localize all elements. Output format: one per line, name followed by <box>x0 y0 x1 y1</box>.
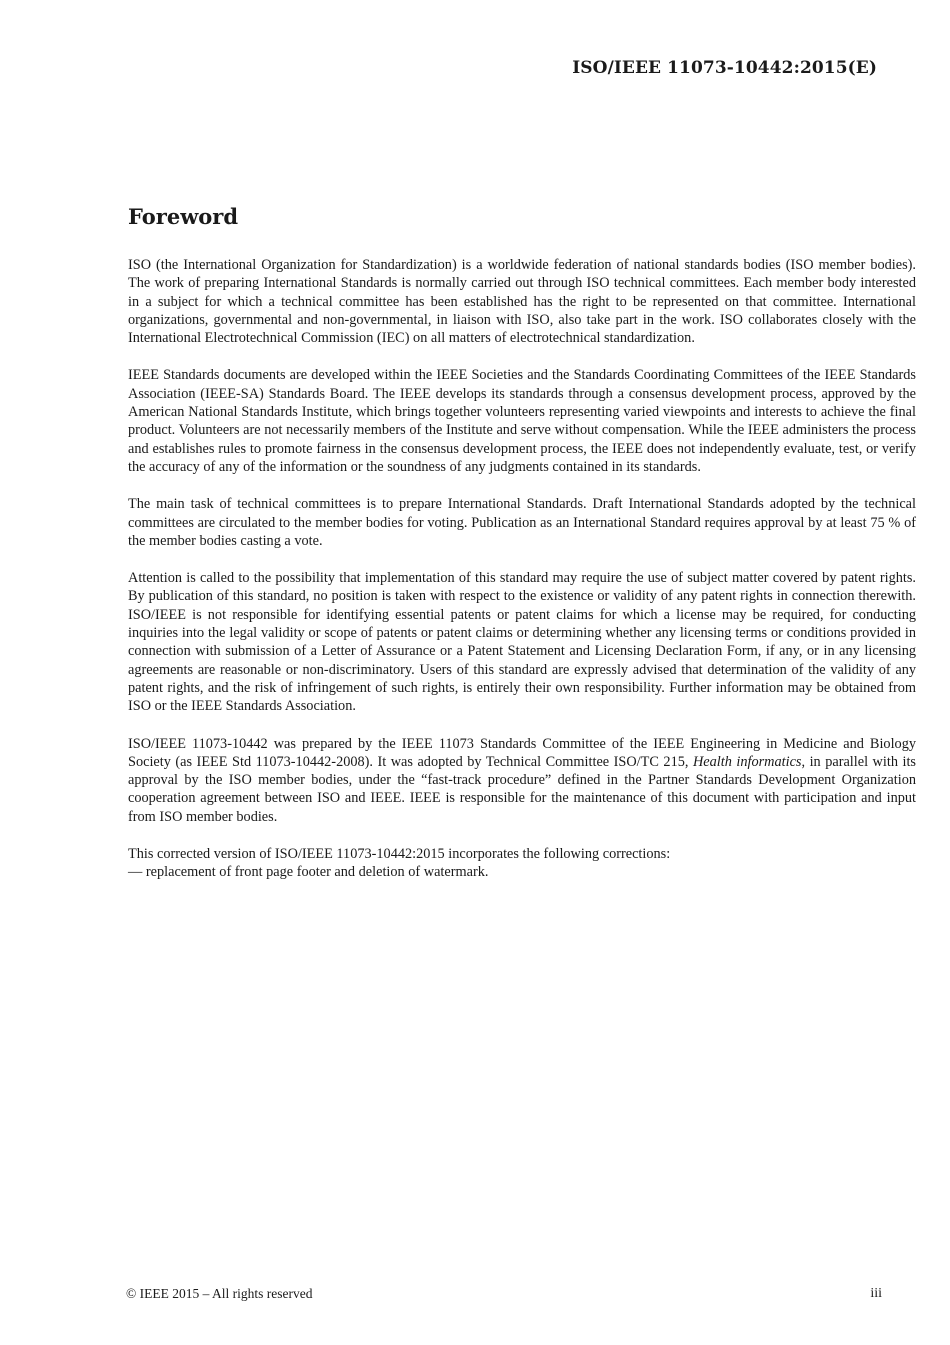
correction-item: — replacement of front page footer and deletion of watermark. <box>128 864 489 881</box>
document-id: ISO/IEEE 11073-10442:2015(E) <box>572 58 877 78</box>
paragraph-ieee-intro: IEEE Standards documents are developed within the IEEE Societies and the Standards Coordinating Committees of the IEEE Standards Association (IEEE-SA) Standards Board. The IEEE develops its standards through a consensus development process, approved by the American National Standards Institute, which brings together volunteers representing varied viewpoints and interests to achieve the final product. Volunteers are not necessarily members of the Institute and serve without compensation. While the IEEE administers the process and establishes rules to promote fairness in the consensus development process, the IEEE does not independently evaluate, test, or verify the accuracy of any of the information or the soundness of any judgments contained in its standards. <box>128 367 916 475</box>
paragraph-patent-notice: Attention is called to the possibility that implementation of this standard may require the use of subject matter covered by patent rights. By publication of this standard, no position is taken with respect to the existence or validity of any patent rights in connection therewith. ISO/IEEE is not responsible for identifying essential patents or patent claims for which a license may be required, for conducting inquiries into the legal validity or scope of patents or patent claims or determining whether any licensing terms or conditions provided in connection with submission of a Letter of Assurance or a Patent Statement and Licensing Declaration Form, if any, or in any licensing agreements are reasonable or non-discriminatory. Users of this standard are expressly advised that determination of the validity of any patent rights, and the risk of infringement of such rights, is entirely their own responsibility. Further information may be obtained from ISO or the IEEE Standards Association. <box>128 570 916 715</box>
copyright-notice: © IEEE 2015 – All rights reserved <box>126 1286 313 1301</box>
preparation-text-start: ISO/IEEE 11073-10442 was prepared by the IEEE 11073 Standards Committee of the IEEE Engineering in Medicine and Biology Society (as IEEE Std 11073-10442-2008). It was adopted by Technical Committee ISO/TC 215, <box>128 735 916 770</box>
paragraph-preparation <box>128 735 916 826</box>
preparation-text-end: , in parallel with its approval by the ISO member bodies, under the “fast-track procedure” defined in the Partner Standards Development Organization cooperation agreement between ISO and IEEE. IEEE is responsible for the maintenance of this document with participation and input from ISO member bodies. <box>128 753 916 825</box>
page-number: iii <box>870 1286 882 1301</box>
preparation-italic-title: Health informatics <box>692 753 802 770</box>
foreword-body <box>128 256 916 882</box>
paragraph-iso-intro: ISO (the International Organization for Standardization) is a worldwide federation of national standards bodies (ISO member bodies). The work of preparing International Standards is normally carried out through ISO technical committees. Each member body interested in a subject for which a technical committee has been established has the right to be represented on that committee. International organizations, governmental and non-governmental, in liaison with ISO, also take part in the work. ISO collaborates closely with the International Electrotechnical Commission (IEC) on all matters of electrotechnical standardization. <box>128 257 916 347</box>
section-title: Foreword <box>128 204 239 229</box>
paragraph-committee-task: The main task of technical committees is to prepare International Standards. Draft International Standards adopted by the technical committees are circulated to the member bodies for voting. Publication as an International Standard requires approval by at least 75 % of the member bodies casting a vote. <box>128 496 916 549</box>
corrections-intro: This corrected version of ISO/IEEE 11073-10442:2015 incorporates the following corrections: <box>128 846 671 863</box>
corrections-note <box>128 845 916 882</box>
page-footer <box>126 1286 882 1302</box>
